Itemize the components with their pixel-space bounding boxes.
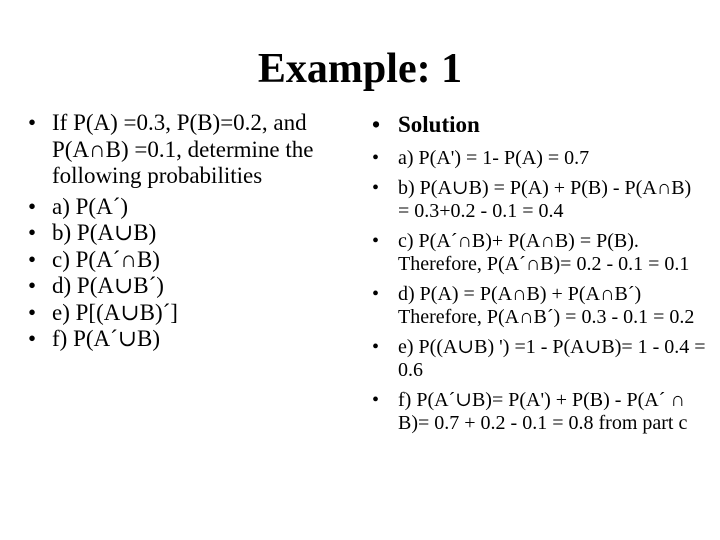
solution-item-text: a) P(A') = 1- P(A) = 0.7 [398, 147, 590, 169]
problem-list [28, 110, 328, 353]
solution-item-text: d) P(A) = P(A∩B) + P(A∩B´) Therefore, P(A∩B´) = 0.3 - 0.1 = 0.2 [398, 283, 695, 328]
bullet-icon: • [28, 220, 37, 245]
problem-item-text: c) P(A´∩B) [52, 246, 160, 272]
problem-text: If P(A) =0.3, P(B)=0.2, and P(A∩B) =0.1, determine the following probabilities [52, 110, 314, 188]
problem-item [28, 326, 328, 353]
solution-item [372, 389, 707, 435]
solution-item-text: c) P(A´∩B)+ P(A∩B) = P(B). Therefore, P(A´∩B)= 0.2 - 0.1 = 0.1 [398, 230, 690, 275]
bullet-icon: • [28, 273, 37, 298]
solution-heading [372, 112, 707, 138]
problem-item-text: b) P(A∪B) [52, 220, 157, 245]
bullet-icon: • [372, 112, 381, 137]
slide-title: Example: 1 [257, 46, 463, 92]
problem-item-text: a) P(A´) [52, 193, 128, 219]
problem-item [28, 273, 328, 300]
bullet-icon: • [372, 283, 380, 305]
problem-item [28, 300, 328, 327]
solution-item [372, 283, 707, 329]
solution-item-text: b) P(A∪B) = P(A) + P(B) - P(A∩B) = 0.3+0.2 - 0.1 = 0.4 [398, 177, 692, 222]
bullet-icon: • [28, 246, 37, 272]
problem-item [28, 247, 328, 274]
bullet-icon: • [372, 147, 380, 169]
solution-item [372, 336, 707, 382]
solution-item [372, 147, 707, 170]
bullet-icon: • [372, 389, 380, 411]
problem-item-text: d) P(A∪B´) [52, 273, 164, 298]
problem-item-text: e) P[(A∪B)´] [52, 299, 178, 325]
bullet-icon: • [372, 177, 380, 199]
bullet-icon: • [372, 230, 380, 252]
bullet-icon: • [28, 299, 37, 325]
problem-item-text: f) P(A´∪B) [52, 326, 161, 351]
solution-item-text: e) P((A∪B) ') =1 - P(A∪B)= 1 - 0.4 = 0.6 [398, 336, 706, 381]
solution-list [372, 112, 707, 442]
bullet-icon: • [28, 193, 37, 219]
bullet-icon: • [28, 326, 37, 351]
solution-item-text: f) P(A´∪B)= P(A') + P(B) - P(A´ ∩ B)= 0.7 + 0.2 - 0.1 = 0.8 from part c [398, 389, 688, 434]
solution-item [372, 177, 707, 223]
bullet-icon: • [372, 336, 380, 358]
bullet-icon: • [28, 110, 37, 135]
solution-heading-text: Solution [398, 112, 480, 137]
problem-statement [28, 110, 328, 190]
problem-item [28, 194, 328, 221]
problem-item [28, 220, 328, 247]
solution-item [372, 230, 707, 276]
